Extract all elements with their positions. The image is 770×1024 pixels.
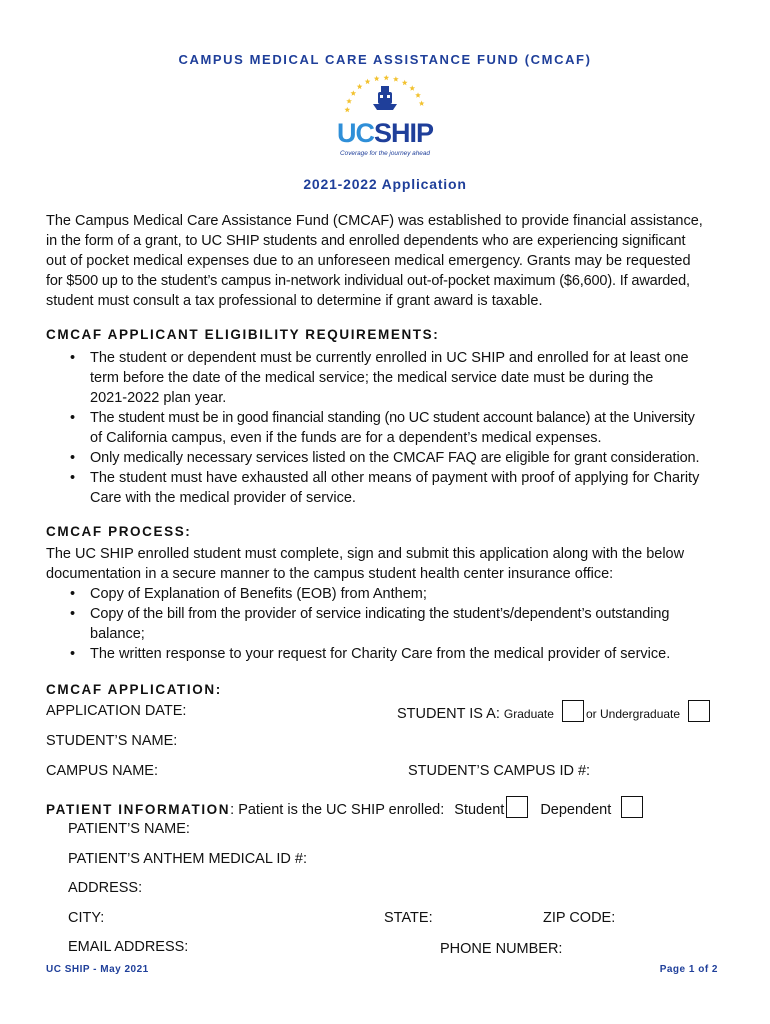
list-item-line: 2021-2022 plan year. <box>90 390 227 406</box>
star-icon <box>393 76 399 81</box>
intro-line: student must consult a tax professional to determine if grant award is taxable. <box>46 293 543 309</box>
star-icon <box>415 92 421 97</box>
phone-label: PHONE NUMBER: <box>440 941 563 957</box>
list-item-line: The student or dependent must be currently enrolled in UC SHIP and enrolled for at least one <box>90 350 689 366</box>
year-rest: -2022 Application <box>337 176 467 192</box>
list-item: • The student must be in good financial standing (no UC student account balance) at the University of California campus, even if the funds are for a dependent’s medical expenses. <box>70 408 730 448</box>
year-start: 2021 <box>303 176 338 192</box>
list-item: • The student or dependent must be currently enrolled in UC SHIP and enrolled for at least one term before the date of the medical service; the medical service date must be during the 2021-2022 plan year. <box>70 348 730 408</box>
list-item: • The written response to your request for Charity Care from the medical provider of service. <box>70 644 730 664</box>
graduate-label: Graduate <box>503 707 554 721</box>
star-icon <box>365 79 371 84</box>
process-line: documentation in a secure manner to the campus student health center insurance office: <box>46 566 614 582</box>
ucship-logo <box>333 72 437 164</box>
campus-id-label: STUDENT’S CAMPUS ID #: <box>408 763 591 779</box>
star-icon <box>374 76 380 81</box>
patient-dependent-checkbox[interactable] <box>621 796 643 818</box>
intro-line: out of pocket medical expenses due to an unforeseen medical emergency. Grants may be requested <box>46 253 691 269</box>
intro-line: in the form of a grant, to UC SHIP students and enrolled dependents who are experiencing significant <box>46 233 686 249</box>
undergraduate-label: or Undergraduate <box>585 707 681 721</box>
list-item-line: The student must be in good financial standing (no UC student account balance) at the University <box>90 410 695 426</box>
patient-info-heading: PATIENT INFORMATION <box>46 802 231 817</box>
star-icon <box>346 98 352 103</box>
student-name-label: STUDENT’S NAME: <box>46 733 178 749</box>
application-year <box>0 176 770 192</box>
list-item: • Only medically necessary services listed on the CMCAF FAQ are eligible for grant consideration. <box>70 448 730 468</box>
intro-paragraph <box>46 211 726 311</box>
undergraduate-checkbox[interactable] <box>688 700 710 722</box>
star-icon <box>402 80 408 85</box>
footer-page-number: Page 1 of 2 <box>659 964 718 975</box>
footer-left: UC SHIP - May 2021 <box>46 964 149 975</box>
process-paragraph <box>46 544 726 584</box>
logo-wordmark: UCSHIP <box>336 118 434 148</box>
list-item: • The student must have exhausted all other means of payment with proof of applying for Charity Care with the medical provider of service. <box>70 468 730 508</box>
city-label: CITY: <box>68 910 105 926</box>
logo-tagline: Coverage for the journey ahead <box>340 150 430 157</box>
eligibility-list <box>70 348 730 508</box>
star-icon <box>350 90 356 95</box>
application-heading: CMCAF APPLICATION: <box>46 682 222 697</box>
graduate-checkbox[interactable] <box>562 700 584 722</box>
list-item-line: Care with the medical provider of service. <box>90 490 356 506</box>
list-item-line: of California campus, even if the funds are for a dependent’s medical expenses. <box>90 430 602 446</box>
list-item-line: Copy of the bill from the provider of service indicating the student’s/dependent’s outstanding <box>90 606 670 622</box>
email-label: EMAIL ADDRESS: <box>68 939 189 955</box>
application-date-label: APPLICATION DATE: <box>46 703 187 719</box>
list-item-line: Only medically necessary services listed on the CMCAF FAQ are eligible for grant consideration. <box>90 450 700 466</box>
student-type-label: STUDENT IS A: <box>397 706 500 722</box>
star-icon <box>383 75 389 80</box>
anthem-id-label: PATIENT’S ANTHEM MEDICAL ID #: <box>68 851 308 867</box>
star-icon <box>409 85 415 90</box>
document-title: CAMPUS MEDICAL CARE ASSISTANCE FUND (CMCAF) <box>178 52 592 67</box>
process-line: The UC SHIP enrolled student must complete, sign and submit this application along with the below <box>46 546 685 562</box>
ship-icon <box>373 86 397 110</box>
patient-name-label: PATIENT’S NAME: <box>68 821 190 837</box>
process-heading: CMCAF PROCESS: <box>46 524 192 539</box>
address-label: ADDRESS: <box>68 880 143 896</box>
campus-name-label: CAMPUS NAME: <box>46 763 158 779</box>
zip-label: ZIP CODE: <box>543 910 616 926</box>
list-item-line: Copy of Explanation of Benefits (EOB) from Anthem; <box>90 586 427 602</box>
patient-dependent-label: Dependent <box>540 802 612 818</box>
list-item-line: The written response to your request for Charity Care from the medical provider of service. <box>90 646 671 662</box>
process-list <box>70 584 730 664</box>
eligibility-heading: CMCAF APPLICANT ELIGIBILITY REQUIREMENTS: <box>46 327 440 342</box>
list-item: • Copy of Explanation of Benefits (EOB) from Anthem; <box>70 584 730 604</box>
list-item-line: term before the date of the medical service; the medical service date must be during the <box>90 370 654 386</box>
star-icon <box>344 107 350 112</box>
student-type-group <box>397 700 710 722</box>
intro-line: The Campus Medical Care Assistance Fund (CMCAF) was established to provide financial assistance, <box>46 213 703 229</box>
state-label: STATE: <box>384 910 433 926</box>
list-item: • Copy of the bill from the provider of service indicating the student’s/dependent’s outstanding balance; <box>70 604 730 644</box>
star-icon <box>419 100 425 105</box>
patient-student-checkbox[interactable] <box>506 796 528 818</box>
list-item-line: The student must have exhausted all other means of payment with proof of applying for Charity <box>90 470 700 486</box>
patient-student-label: Student <box>454 802 505 818</box>
patient-info-row <box>46 796 643 818</box>
star-icon <box>357 84 363 89</box>
list-item-line: balance; <box>90 626 145 642</box>
intro-line: for $500 up to the student’s campus in-network individual out-of-pocket maximum ($6,600). If awarded, <box>46 273 690 289</box>
patient-enrolled-prompt: : Patient is the UC SHIP enrolled: <box>230 802 445 818</box>
